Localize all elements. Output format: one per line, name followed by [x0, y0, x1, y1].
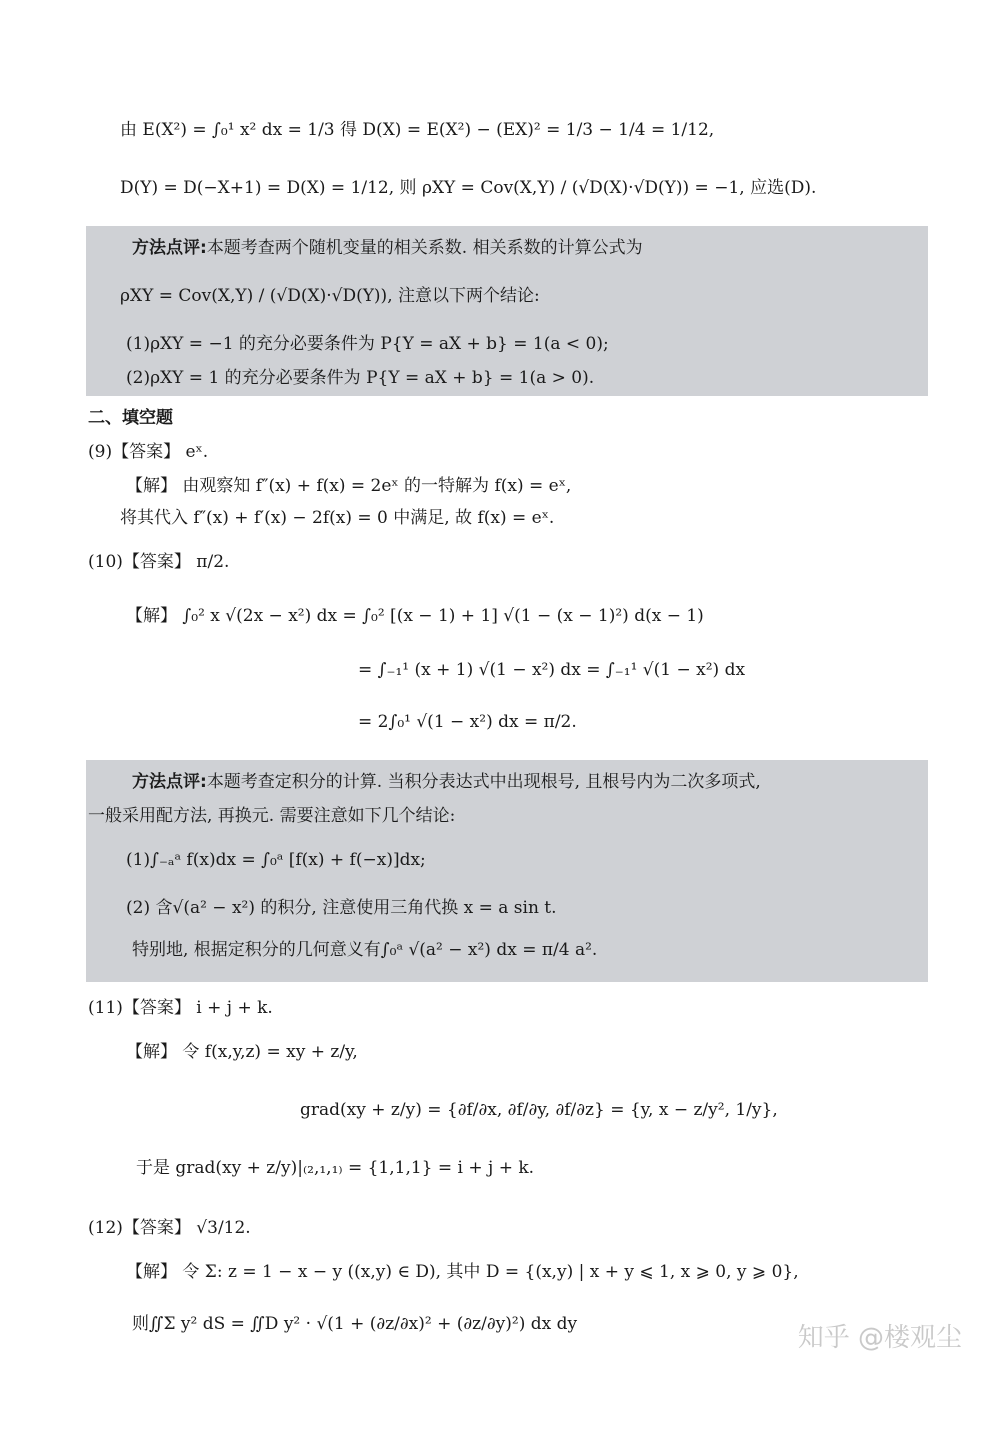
q10-solution-2: = ∫₋₁¹ (x + 1) √(1 − x²) dx = ∫₋₁¹ √(1 − x²) dx — [358, 660, 746, 680]
box1-line-4: (2)ρXY = 1 的充分必要条件为 P{Y = aX + b} = 1(a > 0). — [126, 368, 595, 388]
box2-line-5: 特别地, 根据定积分的几何意义有∫₀ᵃ √(a² − x²) dx = π/4 a². — [132, 940, 598, 960]
expectation-line: 由 E(X²) = ∫₀¹ x² dx = 1/3 得 D(X) = E(X²) − (EX)² = 1/3 − 1/4 = 1/12, — [120, 120, 715, 140]
box2-text-1: 本题考查定积分的计算. 当积分表达式中出现根号, 且根号内为二次多项式, — [206, 772, 761, 792]
q9-solution-2: 将其代入 f″(x) + f′(x) − 2f(x) = 0 中满足, 故 f(x) = eˣ. — [120, 508, 555, 528]
q12-answer: (12)【答案】 √3/12. — [88, 1218, 251, 1238]
section-heading: 二、填空题 — [88, 408, 173, 428]
q11-solution-2: grad(xy + z/y) = {∂f/∂x, ∂f/∂y, ∂f/∂z} = {y, x − z/y², 1/y}, — [300, 1100, 778, 1120]
box1-text-1: 本题考查两个随机变量的相关系数. 相关系数的计算公式为 — [206, 238, 643, 258]
box1-line-1 — [132, 240, 643, 257]
box1-line-3: (1)ρXY = −1 的充分必要条件为 P{Y = aX + b} = 1(a < 0); — [126, 334, 609, 354]
box1-line-2: ρXY = Cov(X,Y) / (√D(X)·√D(Y)), 注意以下两个结论: — [120, 286, 540, 306]
q12-solution-2: 则∬Σ y² dS = ∬D y² · √(1 + (∂z/∂x)² + (∂z/∂y)²) dx dy — [132, 1314, 578, 1334]
q11-solution-3: 于是 grad(xy + z/y)|₍₂,₁,₁₎ = {1,1,1} = i + j + k. — [136, 1158, 535, 1178]
box2-line-1 — [132, 774, 761, 791]
q11-solution-1: 【解】 令 f(x,y,z) = xy + z/y, — [126, 1042, 358, 1062]
box2-title: 方法点评: — [132, 772, 207, 792]
q9-solution-1: 【解】 由观察知 f″(x) + f(x) = 2eˣ 的一特解为 f(x) = eˣ, — [126, 476, 572, 496]
q10-solution-3: = 2∫₀¹ √(1 − x²) dx = π/2. — [358, 712, 577, 732]
box1-title: 方法点评: — [132, 238, 207, 258]
q9-answer: (9)【答案】 eˣ. — [88, 442, 209, 462]
q11-answer: (11)【答案】 i + j + k. — [88, 998, 273, 1018]
box2-line-2: 一般采用配方法, 再换元. 需要注意如下几个结论: — [88, 806, 456, 826]
watermark: 知乎 @楼观尘 — [797, 1323, 962, 1353]
q12-solution-1: 【解】 令 Σ: z = 1 − x − y ((x,y) ∈ D), 其中 D = {(x,y) | x + y ⩽ 1, x ⩾ 0, y ⩾ 0}, — [126, 1262, 799, 1282]
box2-line-3: (1)∫₋ₐᵃ f(x)dx = ∫₀ᵃ [f(x) + f(−x)]dx; — [126, 850, 426, 870]
box2-line-4: (2) 含√(a² − x²) 的积分, 注意使用三角代换 x = a sin t. — [126, 898, 557, 918]
q10-solution-1: 【解】 ∫₀² x √(2x − x²) dx = ∫₀² [(x − 1) + 1] √(1 − (x − 1)²) d(x − 1) — [126, 606, 704, 626]
q10-answer: (10)【答案】 π/2. — [88, 552, 230, 572]
variance-line: D(Y) = D(−X+1) = D(X) = 1/12, 则 ρXY = Cov(X,Y) / (√D(X)·√D(Y)) = −1, 应选(D). — [120, 178, 817, 198]
